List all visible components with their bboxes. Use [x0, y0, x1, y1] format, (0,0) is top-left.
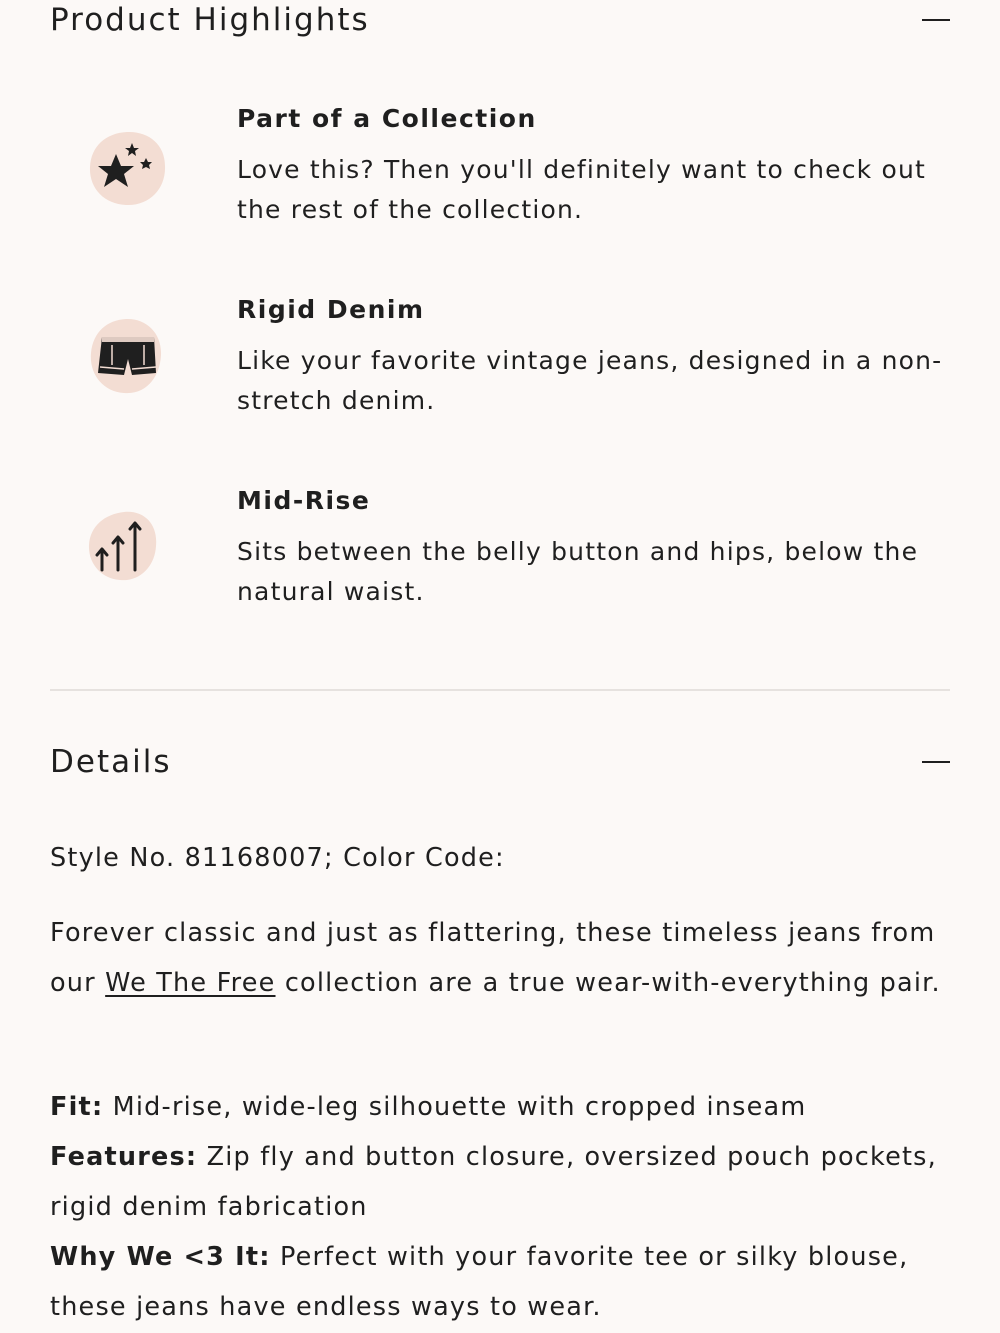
- highlight-text: [237, 486, 950, 612]
- rise-arrows-icon: [86, 508, 168, 590]
- fit-label: Fit:: [50, 1092, 104, 1122]
- highlight-title: Rigid Denim: [237, 295, 425, 324]
- why-line: [50, 1232, 950, 1332]
- fit-line: [50, 1082, 950, 1132]
- product-description: [50, 908, 950, 1008]
- description-text: Forever classic and just as flattering, these timeless jeans from our: [50, 918, 936, 998]
- collection-link[interactable]: We The Free: [105, 968, 276, 998]
- style-number: Style No. 81168007; Color Code:: [50, 843, 505, 873]
- features-text: Zip fly and button closure, oversized pouch pockets, rigid denim fabrication: [50, 1142, 937, 1222]
- minus-icon: [922, 19, 950, 21]
- why-label: Why We <3 It:: [50, 1242, 271, 1272]
- product-highlights-title: Product Highlights: [50, 2, 370, 38]
- details-header[interactable]: [50, 742, 950, 782]
- minus-icon: [922, 761, 950, 763]
- section-divider: [50, 689, 950, 691]
- highlight-text: [237, 295, 950, 421]
- collapse-details-button[interactable]: [922, 748, 950, 776]
- highlight-text: [237, 104, 950, 230]
- product-features: [50, 1082, 950, 1332]
- highlight-title: Part of a Collection: [237, 104, 537, 133]
- collapse-highlights-button[interactable]: [922, 6, 950, 34]
- highlight-description: Sits between the belly button and hips, below the natural waist.: [237, 537, 919, 606]
- denim-shorts-icon: [86, 315, 168, 397]
- fit-text: Mid-rise, wide-leg silhouette with cropped inseam: [103, 1092, 807, 1122]
- why-text: Perfect with your favorite tee or silky blouse, these jeans have endless ways to wear.: [50, 1242, 909, 1322]
- features-label: Features:: [50, 1142, 198, 1172]
- stars-icon: [86, 128, 168, 210]
- description-text: collection are a true wear-with-everything pair.: [275, 968, 941, 998]
- highlight-description: Love this? Then you'll definitely want to check out the rest of the collection.: [237, 155, 927, 224]
- features-line: [50, 1132, 950, 1232]
- product-highlights-header[interactable]: [50, 0, 950, 40]
- highlight-description: Like your favorite vintage jeans, designed in a non-stretch denim.: [237, 346, 943, 415]
- highlight-title: Mid-Rise: [237, 486, 371, 515]
- details-title: Details: [50, 744, 172, 780]
